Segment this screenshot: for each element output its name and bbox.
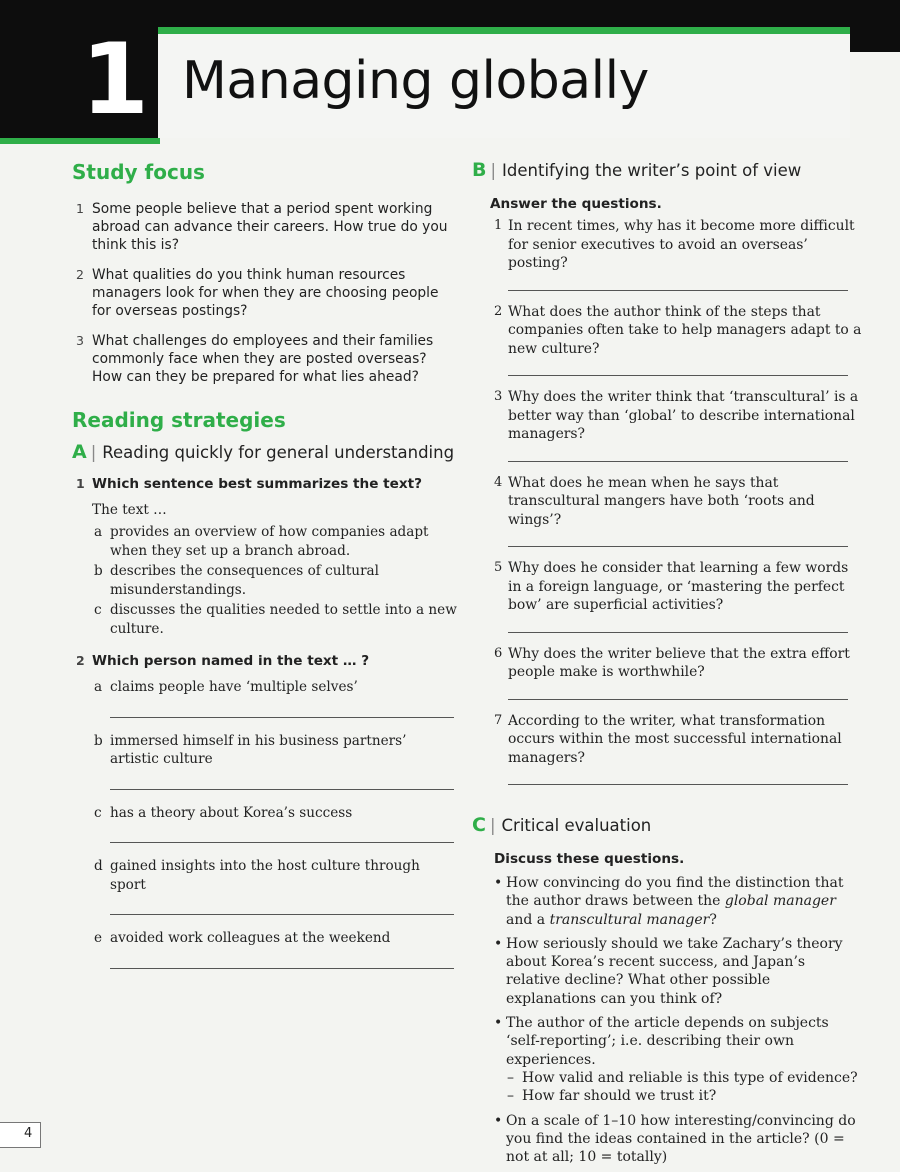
section-letter: A [72, 441, 87, 463]
heading-divider: | [90, 443, 97, 462]
dash-marker: – [507, 1088, 514, 1105]
section-title: Reading quickly for general understanding [102, 443, 455, 462]
study-focus-list [72, 200, 458, 386]
question-text: What does he mean when he says that transcultural mangers have both ‘roots and wings’? [508, 474, 815, 528]
option-a [72, 523, 458, 560]
section-b-heading [472, 158, 862, 183]
right-column [472, 158, 862, 1172]
question-text: Which person named in the text … ? [92, 653, 370, 669]
option-d [72, 857, 458, 894]
bullet-dot: • [494, 935, 503, 952]
section-c-instruction: Discuss these questions. [494, 851, 685, 867]
option-text: discusses the qualities needed to settle into a new culture. [110, 602, 457, 637]
bullet-4 [472, 1112, 862, 1167]
question-text: Why does he consider that learning a few words in a foreign language, or ‘mastering the perfect bow’ are superficial activities? [508, 560, 849, 613]
bullet-text: How seriously should we take Zachary’s theory about Korea’s recent success, and Japan’s relative decline? What other possible explanations can you think of? [506, 935, 843, 1007]
answer-line[interactable] [508, 461, 848, 462]
page-number-box [0, 1122, 41, 1148]
question-6 [472, 645, 862, 682]
option-text: immersed himself in his business partners’ artistic culture [110, 732, 407, 767]
section-c-bullets [472, 874, 862, 1166]
question-number: 1 [494, 218, 503, 233]
answer-line[interactable] [110, 717, 454, 718]
answer-line[interactable] [508, 546, 848, 547]
section-title: Identifying the writer’s point of view [502, 161, 802, 180]
question-number: 5 [494, 560, 503, 575]
question-number: 7 [494, 712, 503, 728]
sub-bullet-2 [472, 1087, 862, 1105]
left-column [72, 158, 458, 969]
bullet-text: The author of the article depends on subjects ‘self-reporting’; i.e. describing their own experiences. [506, 1015, 829, 1068]
section-title: Critical evaluation [501, 816, 652, 835]
option-key: e [94, 930, 103, 946]
study-focus-item-2 [72, 266, 458, 320]
option-b [72, 562, 458, 599]
option-text: provides an overview of how companies adapt when they set up a branch abroad. [110, 524, 429, 559]
question-number: 6 [494, 645, 503, 661]
question-1-options [72, 523, 458, 638]
option-text: avoided work colleagues at the weekend [110, 930, 391, 946]
bullet-text-post: ? [709, 911, 717, 928]
bullet-term-global: global manager [724, 893, 836, 910]
bullet-2 [472, 935, 862, 1008]
option-text: has a theory about Korea’s success [110, 804, 353, 821]
section-letter: B [472, 159, 487, 181]
question-3 [472, 388, 862, 444]
sub-bullet-1 [472, 1069, 862, 1087]
question-1 [472, 217, 862, 273]
option-b [72, 732, 458, 769]
bullet-text-mid: and a [506, 911, 550, 928]
bullet-text-pre: How convincing do you find the distinction that the author draws between the [506, 875, 844, 910]
chapter-number: 1 [80, 23, 150, 137]
answer-line[interactable] [508, 290, 848, 291]
answer-line[interactable] [110, 789, 454, 790]
question-number: 1 [76, 476, 85, 491]
question-number: 2 [76, 653, 85, 668]
question-7 [472, 712, 862, 768]
question-text: Why does the writer think that ‘transcultural’ is a better way than ‘global’ to describe international managers? [508, 389, 859, 442]
sub-bullet-text: How far should we trust it? [522, 1088, 717, 1105]
answer-line[interactable] [110, 968, 454, 969]
sub-bullet-text: How valid and reliable is this type of evidence? [522, 1069, 858, 1086]
header-green-rule-top [158, 27, 850, 34]
question-4 [472, 474, 862, 530]
section-c-heading [472, 813, 862, 838]
question-text: Which sentence best summarizes the text? [92, 476, 423, 492]
question-text: Why does the writer believe that the extra effort people make is worthwhile? [508, 645, 850, 680]
answer-line[interactable] [508, 375, 848, 376]
study-focus-item-1 [72, 200, 458, 254]
item-number: 1 [76, 201, 84, 216]
question-1 [72, 475, 458, 493]
question-number: 4 [494, 474, 503, 490]
section-b-questions [472, 217, 862, 785]
study-focus-heading: Study focus [72, 160, 205, 184]
section-a-heading [72, 440, 458, 465]
question-5 [472, 559, 862, 615]
option-text: gained insights into the host culture through sport [110, 858, 420, 893]
question-2 [72, 652, 458, 670]
option-key: a [94, 524, 103, 540]
item-number: 3 [76, 333, 84, 348]
option-text: describes the consequences of cultural misunderstandings. [110, 563, 380, 598]
page-number: 4 [24, 1126, 33, 1141]
option-c [72, 601, 458, 638]
answer-line[interactable] [508, 784, 848, 785]
dash-marker: – [507, 1069, 514, 1086]
study-focus-item-3 [72, 332, 458, 386]
option-key: b [94, 732, 103, 749]
bullet-3 [472, 1014, 862, 1069]
bullet-text: On a scale of 1–10 how interesting/convincing do you find the ideas contained in the article? (0 = not at all; 10 = totally) [506, 1112, 856, 1166]
option-key: c [94, 602, 102, 618]
option-c [72, 804, 458, 823]
section-letter: C [472, 814, 486, 836]
section-b-instruction: Answer the questions. [490, 196, 662, 212]
answer-line[interactable] [508, 699, 848, 700]
bullet-dot: • [494, 1112, 503, 1129]
item-text: Some people believe that a period spent working abroad can advance their careers. How true do you think this is? [92, 201, 448, 253]
option-text: claims people have ‘multiple selves’ [110, 679, 358, 695]
bullet-1 [472, 874, 862, 929]
option-e [72, 929, 458, 948]
item-text: What challenges do employees and their families commonly face when they are posted overseas? How can they be prepared for what lies ahead? [92, 333, 434, 385]
option-key: c [94, 804, 102, 821]
option-a [72, 678, 458, 697]
question-text: What does the author think of the steps that companies often take to help managers adapt to a new culture? [508, 303, 862, 357]
chapter-title: Managing globally [182, 51, 649, 111]
reading-strategies-heading: Reading strategies [72, 408, 286, 432]
answer-line[interactable] [110, 842, 454, 843]
chapter-header [0, 0, 900, 145]
question-2-options [72, 678, 458, 969]
option-key: d [94, 858, 103, 874]
question-number: 3 [494, 389, 503, 404]
option-key: a [94, 679, 103, 695]
question-text: According to the writer, what transformation occurs within the most successful international managers? [508, 712, 842, 766]
question-1-lead: The text … [92, 502, 167, 518]
bullet-dot: • [494, 1015, 503, 1032]
answer-line[interactable] [508, 632, 848, 633]
heading-divider: | [489, 816, 496, 835]
question-2 [472, 303, 862, 359]
question-text: In recent times, why has it become more difficult for senior executives to avoid an overseas’ posting? [508, 218, 855, 271]
item-text: What qualities do you think human resources managers look for when they are choosing people for overseas postings? [92, 267, 439, 319]
question-number: 2 [494, 303, 503, 319]
bullet-dot: • [494, 875, 503, 891]
option-key: b [94, 563, 103, 579]
heading-divider: | [490, 161, 497, 180]
answer-line[interactable] [110, 914, 454, 915]
item-number: 2 [76, 267, 84, 282]
bullet-term-transcultural: transcultural manager [549, 911, 710, 928]
